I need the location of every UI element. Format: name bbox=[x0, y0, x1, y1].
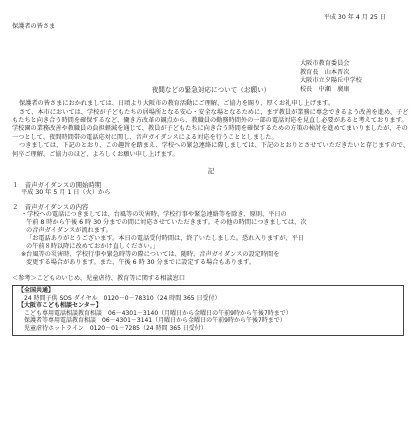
body-paragraph: さて、本市においては、学校が子どもたちの居場所となる安心・安全な場となるために、まず教員が業務に専念できるよう改善を進め、子どもたちと向き合う時間を確保するなど、働き方改革の観点から、教職員の勤務時間外の一部の電話対応を見直し必要があると考えております。学校園の業務改善や教職員の負担軽減を通じて、教員が子どもたちに向き合う時間を確保するための方策の検討を進めてまいりましたが、その一つとして、夜間時間帯の電話応対に関し、音声ガイダンスによる対応を行うこととしました。 bbox=[12, 108, 409, 141]
sender-line: 大阪市立夕陽丘中学校 bbox=[300, 77, 362, 85]
addressee: 保護者の皆さま bbox=[12, 22, 56, 30]
reference-heading: 【全国共通】 bbox=[18, 287, 55, 295]
reference-line: 児童虐待ホットライン 0120－01－7285（24 時間 365 日受付） bbox=[24, 325, 207, 332]
sender-line: 校長 中瀬 廣康 bbox=[300, 85, 350, 93]
ki-heading: 記 bbox=[207, 167, 215, 176]
letter-date: 平成 30 年 4 月 25 日 bbox=[323, 14, 386, 21]
sender-line: 大阪市教育委員会 bbox=[300, 60, 350, 67]
sender-block bbox=[300, 60, 362, 94]
reference-line: 24 時間子供 SOS ダイヤル 0120－0－78310（24 時間 365 日受付） bbox=[24, 294, 221, 302]
sender-line: 教育長 山本晋次 bbox=[300, 68, 350, 76]
reference-box bbox=[12, 285, 404, 336]
reference-line: こども専用電話相談教育相談 06－4301－3140（月曜日から金曜日の午前9時から午後7時まで） bbox=[24, 309, 292, 317]
section2-heading: ２ 音声ガイダンスの内容 bbox=[12, 203, 89, 212]
letter-title: 夜間などの緊急対応について（お願い） bbox=[151, 86, 271, 95]
section1-line: 平成 30 年 5 月 1 日（火）から bbox=[21, 189, 111, 197]
reference-line: 保護者等専用電話教育相談 06－4301－3141（月曜日から金曜日の午前9時から午後7時まで） bbox=[24, 317, 286, 325]
section1-heading: １ 音声ガイダンスの開始時期 bbox=[12, 181, 102, 190]
reference-heading: 【大阪市こども相談センター】 bbox=[18, 302, 102, 310]
section2-line: の午前８時以降に改めておかけ直しください。」 bbox=[26, 243, 160, 251]
section2-line: 午前 8 時から午後 6 時 30 分までの間に対応させていただきます。その他の時間につきましては、次 bbox=[26, 219, 307, 227]
section2-line: の音声ガイダンスが流れます。 bbox=[26, 227, 112, 235]
letter-body bbox=[12, 100, 410, 159]
section2-line: 変更する場合があります。また、午後 6 時 30 分までに設定する場合もあります。 bbox=[26, 259, 256, 267]
body-paragraph: つきましては、下記のとおり、この趣旨を踏まえ、学校への緊急連絡に際しましては、下記のとおりとさせていただきたいと存じますので、何卒ご理解、ご協力のほど、よろしくお願い申し上げます。 bbox=[12, 142, 410, 158]
reference-title: ＜参考＞こどものいじめ、児童虐待、教育等に関する相談窓口 bbox=[12, 275, 186, 283]
body-paragraph: 保護者の皆さまにおかれましては、日頃より大阪市の教育活動にご理解、ご協力を賜り、厚くお礼申し上げます。 bbox=[19, 100, 335, 108]
section2-line: ・学校への電話につきましては、台風等の災害時、学校行事や緊急連絡等を除き、原則、平日の bbox=[21, 211, 287, 219]
section2-line: 「お電話ありがとうございます。本日の電話受付時間は、終了いたしました。恐れ入りますが、平日 bbox=[26, 235, 304, 243]
section2-line: ※台風等の災害時、学校行事や緊急時等の際については、随時、音声ガイダンスの設定時間を bbox=[21, 251, 280, 259]
